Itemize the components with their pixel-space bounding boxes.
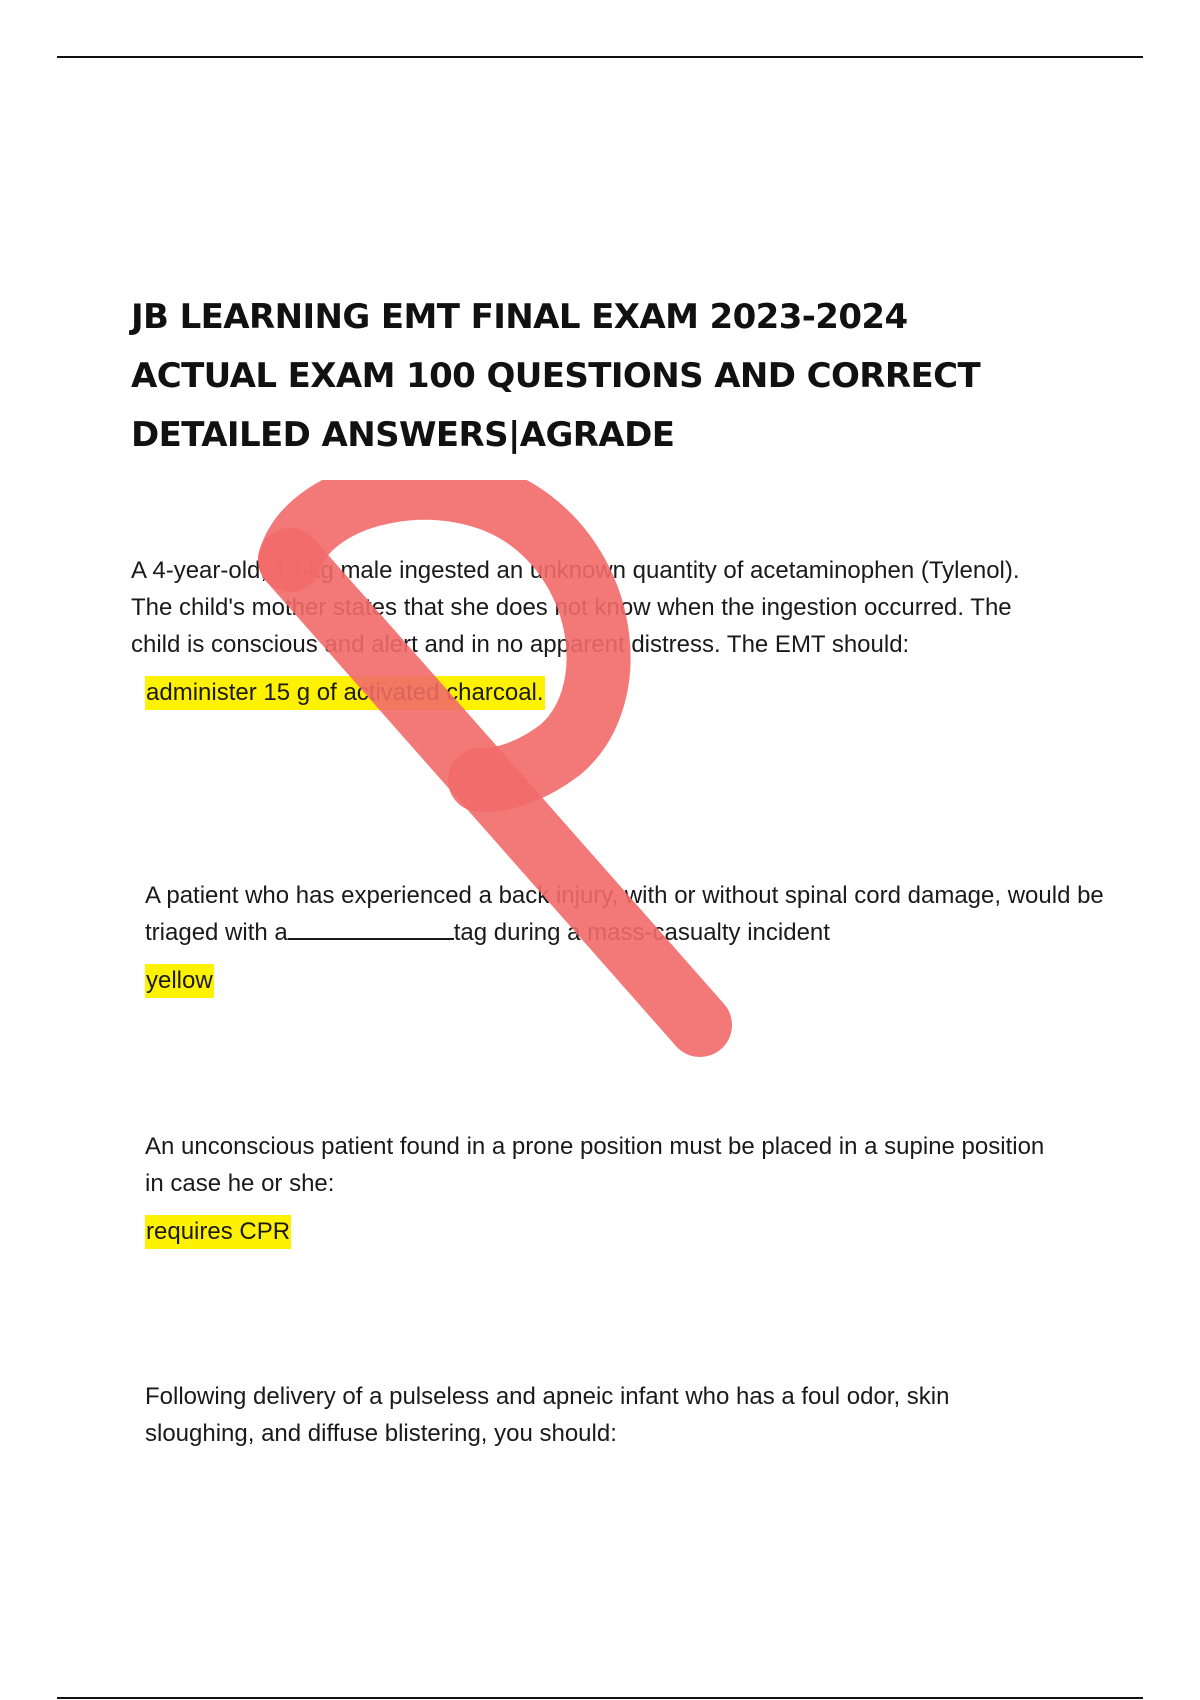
question-block-1: [131, 552, 1061, 710]
question-text: A 4-year-old, 15-kg male ingested an unknown quantity of acetaminophen (Tylenol). The child's mother states that she does not know when the ingestion occurred. The child is conscious and alert and in no apparent distress. The EMT should:: [131, 557, 1020, 658]
answer-highlight: yellow: [145, 964, 214, 998]
title-line-3: DETAILED ANSWERS|AGRADE: [131, 415, 675, 455]
question-text: An unconscious patient found in a prone position must be placed in a supine position in case he or she:: [145, 1133, 1045, 1197]
fill-in-blank: [288, 914, 454, 940]
title-line-2: ACTUAL EXAM 100 QUESTIONS AND CORRECT: [131, 356, 981, 396]
title-line-1: JB LEARNING EMT FINAL EXAM 2023-2024: [131, 297, 908, 337]
question-block-3: [145, 1128, 1045, 1249]
top-rule: [57, 56, 1143, 58]
bottom-rule: [57, 1697, 1143, 1699]
question-text-before-blank: A patient who has experienced a back injury, with or without spinal cord damage, would be triaged with a: [145, 882, 1104, 946]
question-block-4: [145, 1378, 1045, 1452]
question-block-2: [145, 877, 1145, 998]
document-title: [131, 288, 1091, 465]
answer-highlight: administer 15 g of activated charcoal.: [145, 676, 545, 710]
answer-highlight: requires CPR: [145, 1215, 291, 1249]
question-text-after-blank: tag during a mass-casualty incident: [453, 919, 830, 946]
question-text: [145, 877, 1145, 951]
question-text: Following delivery of a pulseless and apneic infant who has a foul odor, skin sloughing, and diffuse blistering, you should:: [145, 1383, 950, 1447]
